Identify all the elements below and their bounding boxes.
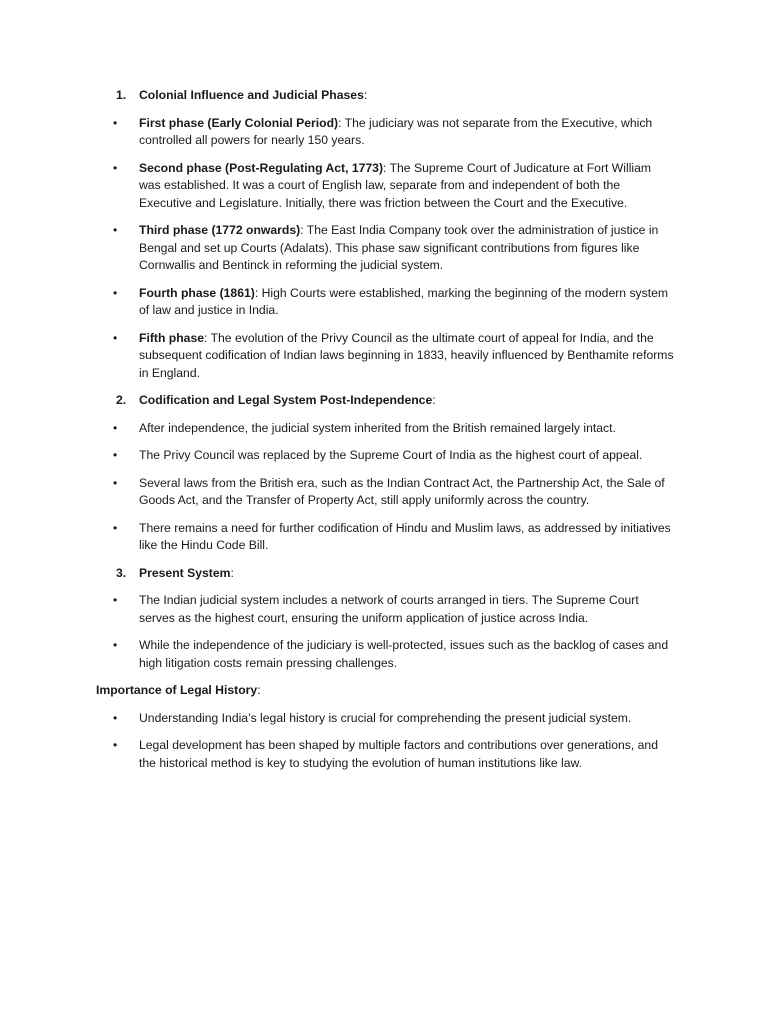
item-lead: Third phase (1772 onwards)	[139, 223, 301, 237]
item-lead: Second phase (Post-Regulating Act, 1773)	[139, 160, 384, 175]
item-lead: Fifth phase	[139, 330, 205, 345]
list-item	[96, 285, 676, 320]
section-title: Colonial Influence and Judicial Phases	[139, 88, 364, 102]
list-item	[96, 710, 676, 728]
bullet-marker: •	[113, 638, 118, 652]
section-title: Present System	[139, 565, 231, 580]
list-item	[96, 420, 676, 438]
section-heading	[96, 87, 676, 105]
bullet-marker: •	[113, 420, 118, 435]
document-body	[96, 87, 676, 782]
item-text: After independence, the judicial system inherited from the British remained largely intact.	[139, 420, 616, 435]
bullet-marker: •	[113, 448, 118, 462]
item-text: The judiciary was not separate from the Executive, which controlled all powers for nearly 150 years.	[139, 115, 653, 147]
list-item	[96, 160, 676, 213]
item-separator: :	[204, 330, 208, 345]
item-lead: Fourth phase (1861)	[139, 285, 255, 300]
section-number: 2.	[116, 393, 127, 407]
list-item	[96, 222, 676, 275]
section-colon: :	[432, 393, 436, 407]
item-text: The Indian judicial system includes a network of courts arranged in tiers. The Supreme Court serves as the highest court, ensuring the uniform application of justice across India.	[139, 593, 639, 625]
bullet-marker: •	[113, 710, 118, 725]
list-item	[96, 330, 676, 383]
list-item	[96, 447, 676, 465]
bullet-marker: •	[113, 160, 118, 175]
bullet-marker: •	[113, 738, 118, 752]
section-title: Codification and Legal System Post-Independence	[139, 393, 433, 407]
list-item	[96, 520, 676, 555]
item-separator: :	[383, 160, 387, 175]
list-item	[96, 475, 676, 510]
item-text: There remains a need for further codification of Hindu and Muslim laws, as addressed by initiatives like the Hindu Code Bill.	[139, 520, 671, 552]
item-text: While the independence of the judiciary is well-protected, issues such as the backlog of cases and high litigation costs remain pressing challenges.	[139, 638, 669, 670]
section-colon: :	[230, 565, 234, 580]
section-number: 1.	[116, 88, 127, 102]
item-separator: :	[300, 223, 304, 237]
item-text: Legal development has been shaped by multiple factors and contributions over generations, and the historical method is key to studying the evolution of human institutions like law.	[139, 738, 658, 770]
item-text: The East India Company took over the administration of justice in Bengal and set up Courts (Adalats). This phase saw significant contributions from figures like Cornwallis and Bentinck in reforming the judicial system.	[139, 223, 659, 272]
bullet-marker: •	[113, 475, 118, 490]
importance-title: Importance of Legal History	[96, 683, 258, 697]
list-item	[96, 115, 676, 150]
bullet-marker: •	[113, 593, 118, 607]
list-item	[96, 637, 676, 672]
bullet-marker: •	[113, 115, 118, 130]
item-text: The Supreme Court of Judicature at Fort William was established. It was a court of English law, separate from and independent of both the Executive and Legislature. Initially, there was friction between the Court and the Executive.	[139, 160, 652, 210]
item-text: Understanding India’s legal history is crucial for comprehending the present judicial system.	[139, 710, 632, 725]
item-text: Several laws from the British era, such as the Indian Contract Act, the Partnership Act, the Sale of Goods Act, and the Transfer of Property Act, still apply uniformly across the country.	[139, 475, 665, 507]
importance-colon: :	[257, 683, 261, 697]
importance-heading	[96, 682, 676, 700]
item-separator: :	[254, 285, 259, 300]
item-text: High Courts were established, marking the beginning of the modern system of law and justice in India.	[139, 285, 669, 317]
bullet-marker: •	[113, 223, 118, 237]
section-colon: :	[363, 88, 368, 102]
item-lead: First phase (Early Colonial Period)	[139, 115, 339, 130]
bullet-marker: •	[113, 520, 118, 535]
section-heading	[96, 565, 676, 583]
bullet-marker: •	[113, 285, 118, 300]
bullet-marker: •	[113, 330, 118, 345]
section-heading	[96, 392, 676, 410]
item-separator: :	[338, 115, 342, 130]
list-item	[96, 737, 676, 772]
item-text: The evolution of the Privy Council as the ultimate court of appeal for India, and the subsequent codification of Indian laws beginning in 1833, heavily influenced by Benthamite reforms in England.	[139, 330, 674, 380]
section-number: 3.	[116, 565, 127, 580]
item-text: The Privy Council was replaced by the Supreme Court of India as the highest court of appeal.	[139, 448, 643, 462]
list-item	[96, 592, 676, 627]
